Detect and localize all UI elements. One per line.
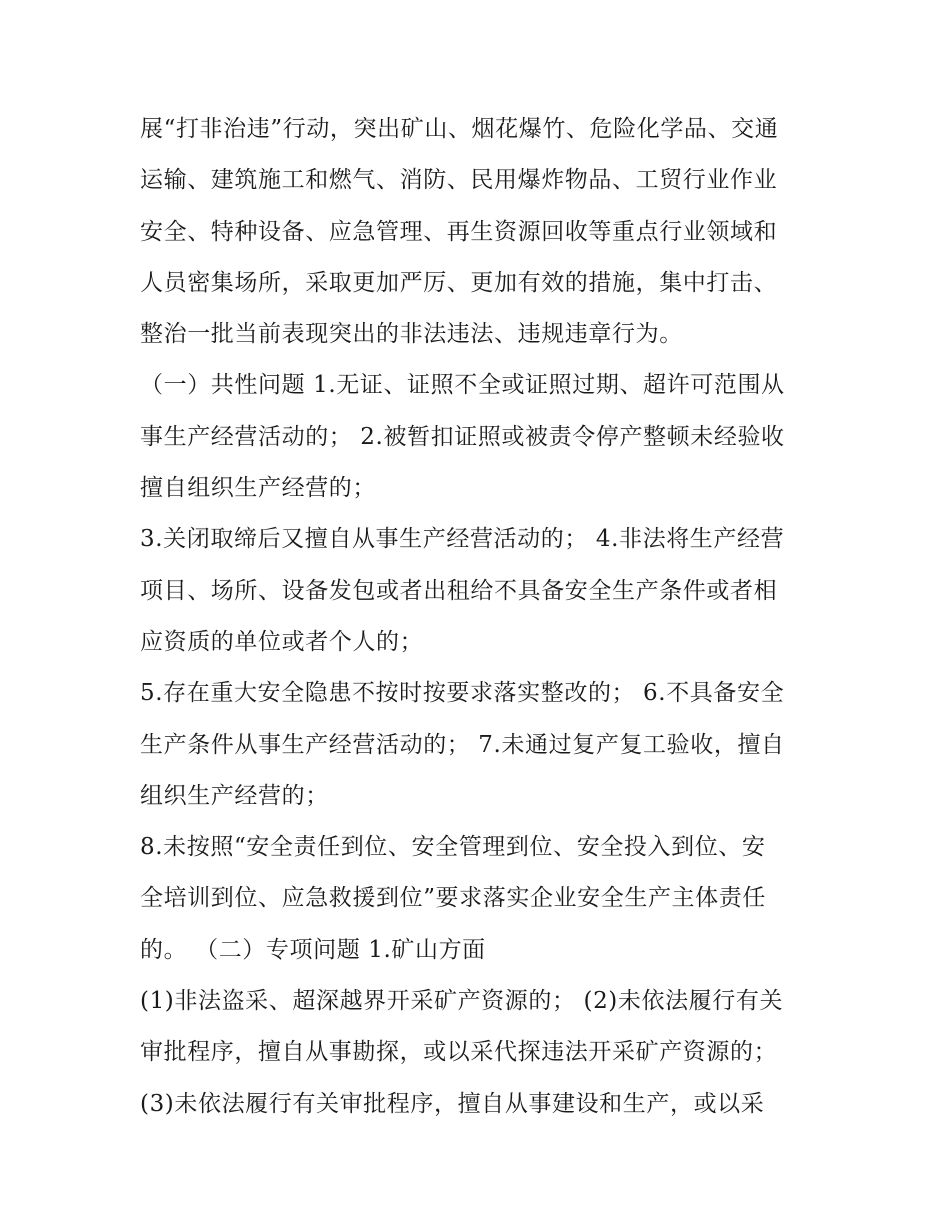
text-line-8: 擅自组织生产经营的； <box>140 475 376 502</box>
text-line-3: 安全、特种设备、应急管理、再生资源回收等重点行业领域和 <box>140 218 778 245</box>
text-line-7: 事生产经营活动的； 2.被暂扣证照或被责令停产整顿未经验收 <box>140 423 785 450</box>
text-line-9: 3.关闭取缔后又擅自从事生产经营活动的； 4.非法将生产经营 <box>140 526 785 553</box>
text-line-20: (3)未依法履行有关审批程序，擅自从事建设和生产，或以采 <box>140 1090 765 1117</box>
text-line-5: 整治一批当前表现突出的非法违法、违规违章行为。 <box>140 321 683 348</box>
body-text <box>140 104 820 1130</box>
text-line-17: 的。 （二）专项问题 1.矿山方面 <box>140 936 486 963</box>
text-line-1: 展“打非治违”行动，突出矿山、烟花爆竹、危险化学品、交通 <box>140 116 779 142</box>
text-line-2: 运输、建筑施工和燃气、消防、民用爆炸物品、工贸行业作业 <box>140 167 778 194</box>
text-line-13: 生产条件从事生产经营活动的； 7.未通过复产复工验收，擅自 <box>140 731 785 758</box>
text-line-18: (1)非法盗采、超深越界开采矿产资源的； (2)未依法履行有关 <box>140 988 784 1015</box>
text-line-4: 人员密集场所，采取更加严厉、更加有效的措施，集中打击、 <box>140 269 778 296</box>
text-line-10: 项目、场所、设备发包或者出租给不具备安全生产条件或者相 <box>140 577 778 604</box>
text-line-11: 应资质的单位或者个人的； <box>140 628 424 655</box>
text-line-14: 组织生产经营的； <box>140 782 329 809</box>
text-line-16: 全培训到位、应急救援到位”要求落实企业安全生产主体责任 <box>140 885 766 912</box>
text-line-12: 5.存在重大安全隐患不按时按要求落实整改的； 6.不具备安全 <box>140 680 785 707</box>
text-line-15: 8.未按照“安全责任到位、安全管理到位、安全投入到位、安 <box>140 834 766 861</box>
text-line-6: （一）共性问题 1.无证、证照不全或证照过期、超许可范围从 <box>140 372 785 399</box>
text-line-19: 审批程序，擅自从事勘探，或以采代探违法开采矿产资源的； <box>140 1039 778 1066</box>
